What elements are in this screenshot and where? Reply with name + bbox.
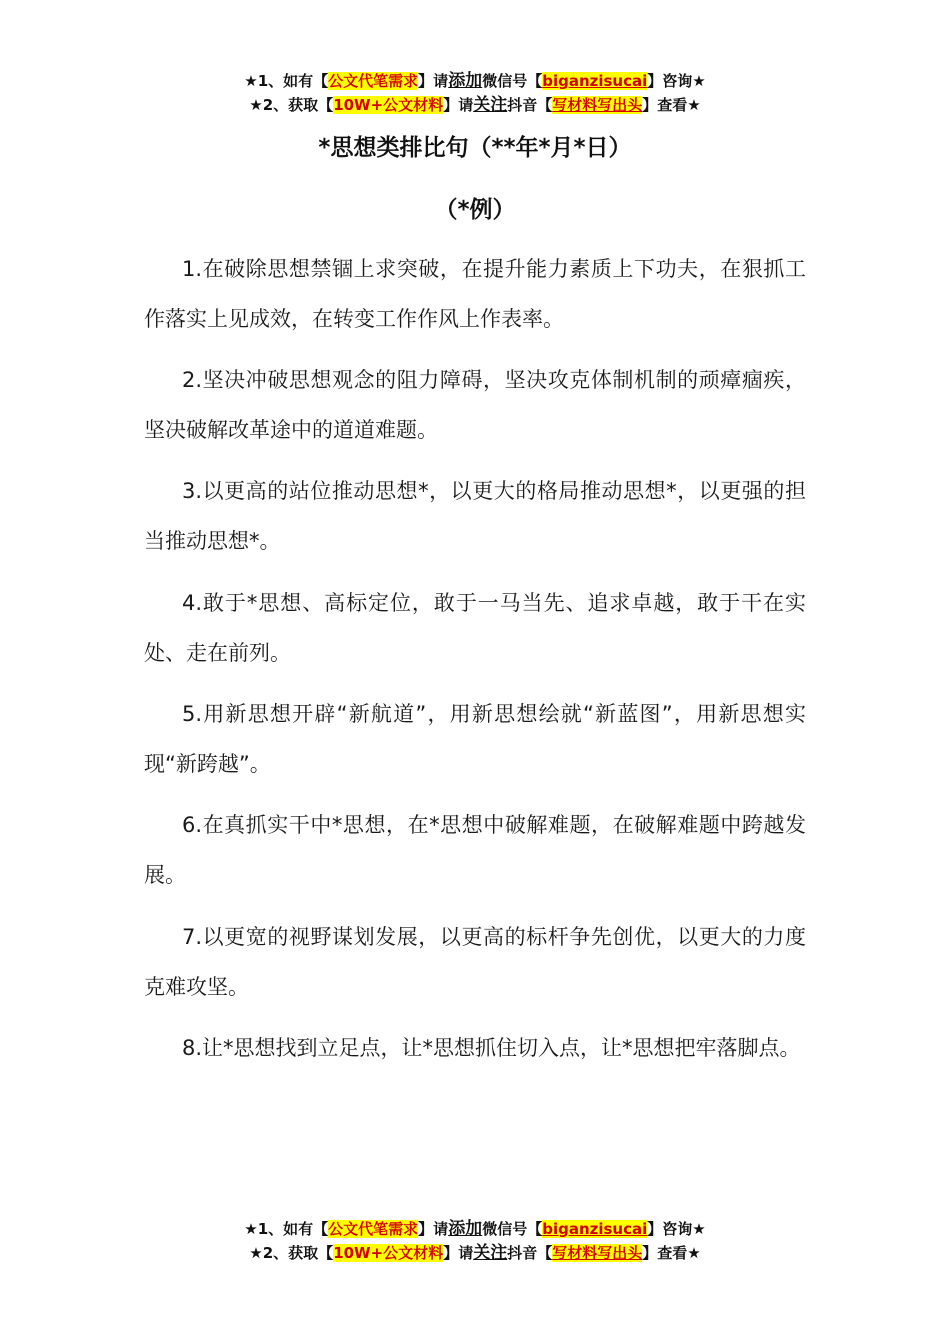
banner-line-2 [0, 93, 950, 117]
banner-text: ★2、获取【 [249, 1244, 334, 1262]
paragraph-2: 2.坚决冲破思想观念的阻力障碍，坚决攻克体制机制的顽瘴痼疾，坚决破解改革途中的道道难题。 [144, 368, 806, 442]
banner-emphasis: 关注 [473, 95, 508, 115]
banner-text: 抖音【 [507, 1244, 553, 1262]
banner-text: ★1、如有【 [244, 72, 329, 90]
banner-text: 】咨询★ [647, 72, 706, 90]
paragraph-7: 7.以更宽的视野谋划发展，以更高的标杆争先创优，以更大的力度克难攻坚。 [144, 925, 806, 999]
paragraph-1: 1.在破除思想禁锢上求突破，在提升能力素质上下功夫，在狠抓工作落实上见成效，在转变工作作风上作表率。 [144, 257, 806, 331]
paragraph-8: 8.让*思想找到立足点，让*思想抓住切入点，让*思想把牢落脚点。 [182, 1036, 801, 1060]
banner-text: 抖音【 [507, 96, 553, 114]
banner-text: 】请 [443, 1244, 474, 1262]
banner-line-1 [0, 69, 950, 93]
banner-line-1 [0, 1217, 950, 1241]
banner-text: 】查看★ [642, 1244, 701, 1262]
document-title: *思想类排比句（**年*月*日） [318, 135, 632, 161]
banner-emphasis: 添加 [448, 1219, 483, 1239]
banner-emphasis: 添加 [448, 71, 483, 91]
banner-line-2 [0, 1241, 950, 1265]
banner-text: 】请 [418, 1220, 449, 1238]
banner-text: ★2、获取【 [249, 96, 334, 114]
banner-highlight: 公文代笔需求 [328, 1220, 419, 1238]
paragraph-5: 5.用新思想开辟“新航道”，用新思想绘就“新蓝图”，用新思想实现“新跨越”。 [144, 702, 806, 776]
top-banner [0, 69, 950, 117]
banner-text: 微信号【 [482, 1220, 543, 1238]
paragraph-3: 3.以更高的站位推动思想*，以更大的格局推动思想*，以更强的担当推动思想*。 [144, 479, 806, 553]
banner-text: 】咨询★ [647, 1220, 706, 1238]
banner-douyin-id: 写材料写出头 [552, 96, 643, 114]
document-subtitle: （*例） [434, 197, 516, 223]
banner-text: 】请 [443, 96, 474, 114]
bottom-banner [0, 1217, 950, 1265]
banner-highlight: 10W+公文材料 [333, 1244, 444, 1262]
banner-wechat-id: biganzisucai [542, 72, 648, 90]
paragraph-4: 4.敢于*思想、高标定位，敢于一马当先、追求卓越，敢于干在实处、走在前列。 [144, 591, 806, 665]
banner-emphasis: 关注 [473, 1243, 508, 1263]
banner-text: 微信号【 [482, 72, 543, 90]
banner-text: ★1、如有【 [244, 1220, 329, 1238]
banner-highlight: 公文代笔需求 [328, 72, 419, 90]
banner-text: 】查看★ [642, 96, 701, 114]
banner-text: 】请 [418, 72, 449, 90]
paragraph-6: 6.在真抓实干中*思想，在*思想中破解难题，在破解难题中跨越发展。 [144, 813, 806, 887]
banner-douyin-id: 写材料写出头 [552, 1244, 643, 1262]
banner-wechat-id: biganzisucai [542, 1220, 648, 1238]
banner-highlight: 10W+公文材料 [333, 96, 444, 114]
